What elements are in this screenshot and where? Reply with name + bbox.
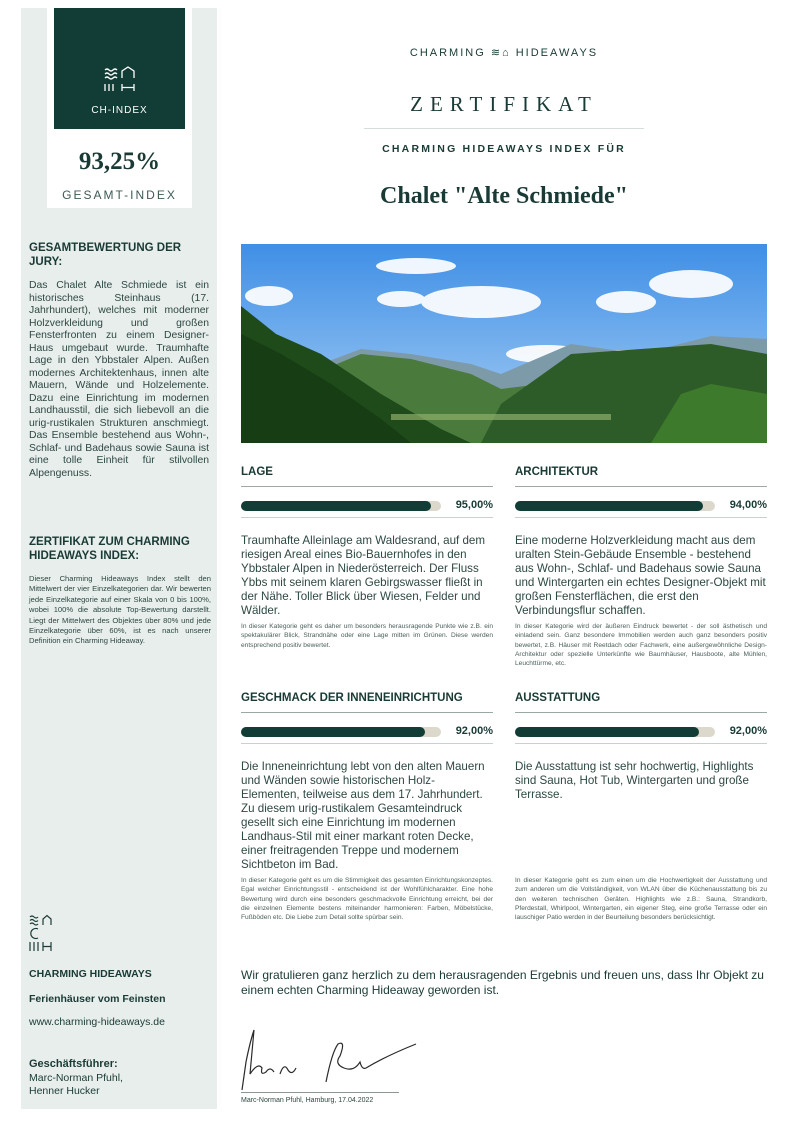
category-inneneinrichtung: [241, 692, 493, 922]
jury-heading: GESAMTBEWERTUNG DER JURY:: [29, 242, 182, 268]
property-name: Chalet "Alte Schmiede": [380, 183, 628, 209]
category-description: Eine moderne Holzverkleidung macht aus dem uralten Stein-Gebäude Ensemble - bestehend aus Wohn-, Schlaf- und Badehaus sowie Sauna und Wintergarten ein echtes Designer-Objekt mit großen Fensterflächen, die erst den Verbindungsflur schaffen.: [515, 534, 766, 617]
index-info-heading: ZERTIFIKAT ZUM CHARMING HIDEAWAYS INDEX:: [29, 536, 190, 562]
category-title: AUSSTATTUNG: [515, 692, 601, 704]
category-architektur: [515, 466, 767, 668]
footer-tagline: Ferienhäuser vom Feinsten: [29, 993, 166, 1005]
total-score: 93,25%: [78, 148, 161, 175]
rating-percent: 92,00%: [729, 725, 767, 737]
hideaways-logo-icon: [104, 66, 136, 92]
category-criteria: In dieser Kategorie geht es zum einen um die Hochwertigkeit der Ausstattung und zum anderen um die Vollständigkeit, von WLAN über die Küchenausstattung bis zu den weiteren technischen Geräten. Highlights wie z.B.: Sauna, Strandkorb, Pferdestall, Whirlpool, Wintergarten, ein eigener Steg, eine große Terrasse oder ein lauschiger Patio werden in der Beurteilung besonders berücksichtigt.: [515, 877, 767, 922]
jury-text: Das Chalet Alte Schmiede ist ein historisches Steinhaus (17. Jahrhundert), welches mit moderner Holzverkleidung und großen Fensterfronten zu einem Designer-Haus umgebaut wurde. Traumhafte Lage in den Ybbstaler Alpen. Außen modernes Architektenhaus, innen alte Mauern, Wände und Holzelemente. Dazu eine Einrichtung im modernen Landhausstil, die sich liebevoll an die urig-rustikalen Strukturen anschmiegt. Das Ensemble bestehend aus Wohn-, Schlaf- und Badehaus sowie Sauna ist eine tolle Einheit für stilvollen Alpengenuss.: [29, 280, 209, 479]
rating-percent: 95,00%: [455, 499, 493, 511]
managing-directors-label: Geschäftsführer:: [29, 1058, 118, 1070]
mountain-landscape-photo: [241, 244, 767, 443]
category-ausstattung: [515, 692, 767, 922]
category-title: GESCHMACK DER INNENEINRICHTUNG: [241, 692, 463, 704]
signature-image: [236, 1022, 426, 1094]
footer-website-link[interactable]: www.charming-hideaways.de: [29, 1016, 165, 1028]
ch-index-badge: [54, 8, 185, 129]
category-criteria: In dieser Kategorie geht es um die Stimmigkeit des gesamten Einrichtungskonzeptes. Egal welcher Einrichtungsstil - entscheidend ist der Wohlfühlcharakter. Eine hohe Bewertung wird durch eine besonders geschmackvolle Einrichtung erreicht, bei der die einzelnen Elemente bestens miteinander harmonieren: Farben, Möbelstücke, Fußböden etc. Die Liebe zum Detail sollte spürbar sein.: [241, 877, 493, 922]
category-lage: [241, 466, 493, 649]
total-score-label: GESAMT-INDEX: [62, 188, 177, 202]
hideaways-small-logo-icon: [29, 914, 55, 952]
rating-bar: [241, 725, 493, 739]
rating-bar: [241, 499, 493, 513]
signature-caption: Marc-Norman Pfuhl, Hamburg, 17.04.2022: [241, 1097, 374, 1104]
rating-percent: 94,00%: [729, 499, 767, 511]
category-title: LAGE: [241, 466, 273, 478]
rating-percent: 92,00%: [455, 725, 493, 737]
badge-label: CH-INDEX: [91, 105, 148, 116]
page-subtitle: CHARMING HIDEAWAYS INDEX FÜR: [382, 143, 626, 155]
index-info-text: Dieser Charming Hideaways Index stellt den Mittelwert der vier Einzelkategorien dar. Wir bewerten jede Einzelkategorie auf einer Skala von 0 bis 100%, wobei 100% die absolute Top-Bewertung darstellt. Liegt der Mittelwert des Objektes über 80% und jede Einzelkategorie über 60%, ist es nach unserer Definition ein Charming Hideaway.: [29, 574, 211, 646]
managing-directors-names: Marc-Norman Pfuhl, Henner Hucker: [29, 1072, 123, 1097]
congratulations-text: Wir gratulieren ganz herzlich zu dem herausragenden Ergebnis und freuen uns, dass Ihr Objekt zu einem echten Charming Hideaway geworden ist.: [241, 968, 764, 997]
category-title: ARCHITEKTUR: [515, 466, 599, 478]
category-description: Traumhafte Alleinlage am Waldesrand, auf dem riesigen Areal eines Bio-Bauernhofes in den Ybbstaler Alpen in Niederösterreich. Der Fluss Ybbs mit seinem klaren Gebirgswasser fließt in der Nähe. Toller Blick über Wiesen, Felder und Wälder.: [241, 534, 486, 617]
category-description: Die Inneneinrichtung lebt von den alten Mauern und Wänden sowie historischen Holz-Elementen, teilweise aus dem 17. Jahrhundert. Zu diesem urig-rustikalem Gesamteindruck gesellt sich eine Einrichtung im modernen Landhaus-Stil mit einer markant roten Decke, einer freitragenden Treppe und modernem Sichtbeton im Bad.: [241, 760, 485, 871]
rating-bar: [515, 725, 767, 739]
footer-brand: CHARMING HIDEAWAYS: [29, 968, 152, 980]
category-criteria: In dieser Kategorie geht es daher um besonders herausragende Punkte wie z.B. ein spektakulärer Blick, Strandnähe oder eine Lage mitten im Grünen. Diese werden entsprechend positiv bewertet.: [241, 623, 493, 649]
page-title: ZERTIFIKAT: [410, 92, 598, 116]
category-criteria: In dieser Kategorie wird der äußeren Eindruck bewertet - der soll ästhetisch und einladend sein. Ganz besondere Immobilien werden auch ganz besonders positiv bewertet, z.B. Häuser mit Reetdach oder Fachwerk, eine außergewöhnliche Design-Architektur oder spezielle Unterkünfte wie Baumhäuser, Hausboote, alte Mühlen, Leuchttürme, etc.: [515, 623, 767, 668]
signature-line: [241, 1092, 399, 1093]
rating-bar: [515, 499, 767, 513]
header-brand: CHARMING ≋⌂ HIDEAWAYS: [409, 47, 599, 59]
sidebar: [21, 8, 217, 1109]
title-divider: [364, 128, 644, 129]
category-description: Die Ausstattung ist sehr hochwertig, Highlights sind Sauna, Hot Tub, Wintergarten und große Terrasse.: [515, 760, 754, 801]
